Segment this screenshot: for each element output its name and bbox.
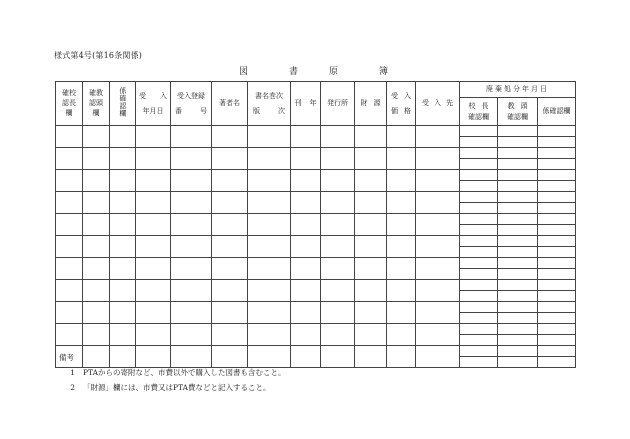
table-cell[interactable]	[355, 302, 387, 324]
disposal-cell[interactable]	[498, 148, 538, 159]
table-cell[interactable]	[56, 236, 83, 258]
disposal-cell[interactable]	[460, 225, 498, 236]
table-cell[interactable]	[56, 192, 83, 214]
table-cell[interactable]	[355, 346, 387, 368]
disposal-cell[interactable]	[538, 192, 576, 203]
table-cell[interactable]	[248, 236, 291, 258]
note-text: PTAからの寄附など、市費以外で購入した図書も含むこと。	[83, 368, 286, 377]
header-title-volume: 書名巻次 版 次	[248, 82, 291, 126]
table-cell[interactable]	[248, 258, 291, 280]
table-cell[interactable]	[291, 280, 321, 302]
table-cell[interactable]	[355, 236, 387, 258]
disposal-cell[interactable]	[538, 335, 576, 346]
table-cell[interactable]	[212, 126, 248, 148]
table-cell[interactable]	[171, 170, 212, 192]
table-cell[interactable]	[136, 302, 171, 324]
disposal-cell[interactable]	[498, 126, 538, 137]
table-cell[interactable]	[355, 148, 387, 170]
table-cell[interactable]	[291, 126, 321, 148]
table-cell[interactable]	[171, 236, 212, 258]
disposal-cell[interactable]	[460, 126, 498, 137]
table-cell[interactable]	[83, 258, 110, 280]
disposal-cell[interactable]	[460, 181, 498, 192]
header-principal-confirm: 確校 認長 欄	[56, 82, 83, 126]
table-cell[interactable]	[321, 346, 355, 368]
disposal-cell[interactable]	[460, 346, 498, 357]
table-cell[interactable]	[212, 236, 248, 258]
table-cell[interactable]	[212, 302, 248, 324]
title-char: 原	[329, 67, 339, 77]
disposal-cell[interactable]	[498, 225, 538, 236]
disposal-cell[interactable]	[498, 137, 538, 148]
table-cell[interactable]	[321, 148, 355, 170]
table-cell[interactable]	[248, 214, 291, 236]
table-cell[interactable]	[355, 192, 387, 214]
table-cell[interactable]	[136, 148, 171, 170]
note-item	[61, 365, 286, 380]
disposal-cell[interactable]	[498, 357, 538, 368]
table-cell[interactable]	[56, 258, 83, 280]
table-cell[interactable]	[291, 170, 321, 192]
table-cell[interactable]	[171, 324, 212, 346]
disposal-cell[interactable]	[538, 137, 576, 148]
disposal-cell[interactable]	[460, 170, 498, 181]
disposal-cell[interactable]	[538, 269, 576, 280]
table-cell[interactable]	[83, 280, 110, 302]
table-cell[interactable]	[212, 280, 248, 302]
table-cell[interactable]	[291, 302, 321, 324]
disposal-cell[interactable]	[538, 203, 576, 214]
table-cell[interactable]	[110, 302, 136, 324]
table-cell[interactable]	[321, 236, 355, 258]
table-row	[56, 126, 576, 137]
table-cell[interactable]	[321, 192, 355, 214]
table-cell[interactable]	[136, 214, 171, 236]
table-cell[interactable]	[416, 236, 460, 258]
disposal-cell[interactable]	[498, 280, 538, 291]
notes-heading: 備考	[59, 353, 74, 362]
table-cell[interactable]	[83, 236, 110, 258]
note-item	[61, 380, 286, 395]
table-cell[interactable]	[56, 280, 83, 302]
table-cell[interactable]	[416, 192, 460, 214]
table-cell[interactable]	[136, 236, 171, 258]
disposal-cell[interactable]	[538, 126, 576, 137]
table-cell[interactable]	[171, 280, 212, 302]
table-cell[interactable]	[56, 170, 83, 192]
table-row	[56, 302, 576, 313]
table-cell[interactable]	[83, 214, 110, 236]
table-cell[interactable]	[248, 324, 291, 346]
table-cell[interactable]	[248, 302, 291, 324]
table-cell[interactable]	[387, 214, 416, 236]
table-cell[interactable]	[110, 170, 136, 192]
table-cell[interactable]	[136, 192, 171, 214]
table-cell[interactable]	[387, 280, 416, 302]
header-disposal-principal: 校 長 確認欄	[460, 98, 498, 126]
table-cell[interactable]	[136, 170, 171, 192]
table-cell[interactable]	[291, 148, 321, 170]
note-text: 「財源」欄には、市費又はPTA費などと記入すること。	[83, 383, 271, 392]
register-body	[56, 126, 576, 368]
table-cell[interactable]	[136, 258, 171, 280]
table-cell[interactable]	[321, 258, 355, 280]
table-cell[interactable]	[56, 302, 83, 324]
disposal-cell[interactable]	[538, 214, 576, 225]
disposal-cell[interactable]	[460, 324, 498, 335]
table-cell[interactable]	[321, 280, 355, 302]
header-author: 著者名	[212, 82, 248, 126]
disposal-cell[interactable]	[460, 203, 498, 214]
table-cell[interactable]	[291, 258, 321, 280]
header-acceptance-price: 受 入 価 格	[387, 82, 416, 126]
table-cell[interactable]	[321, 214, 355, 236]
disposal-cell[interactable]	[460, 280, 498, 291]
table-cell[interactable]	[355, 324, 387, 346]
disposal-cell[interactable]	[498, 291, 538, 302]
disposal-cell[interactable]	[460, 335, 498, 346]
table-cell[interactable]	[171, 148, 212, 170]
table-cell[interactable]	[171, 214, 212, 236]
form-id: 様式第4号(第16条関係)	[54, 51, 143, 60]
disposal-cell[interactable]	[460, 159, 498, 170]
table-cell[interactable]	[110, 148, 136, 170]
disposal-cell[interactable]	[538, 291, 576, 302]
table-cell[interactable]	[355, 170, 387, 192]
table-cell[interactable]	[212, 324, 248, 346]
table-cell[interactable]	[136, 126, 171, 148]
disposal-cell[interactable]	[498, 247, 538, 258]
header-publisher: 発行所	[321, 82, 355, 126]
header-registration-number: 受入登録 番 号	[171, 82, 212, 126]
register-table	[55, 81, 576, 368]
disposal-cell[interactable]	[460, 269, 498, 280]
table-cell[interactable]	[171, 192, 212, 214]
disposal-cell[interactable]	[498, 302, 538, 313]
table-cell[interactable]	[248, 148, 291, 170]
disposal-cell[interactable]	[538, 247, 576, 258]
disposal-cell[interactable]	[460, 192, 498, 203]
table-cell[interactable]	[416, 126, 460, 148]
header-publish-year: 刊 年	[291, 82, 321, 126]
header-vice-confirm: 確教 認頭 欄	[83, 82, 110, 126]
table-cell[interactable]	[387, 236, 416, 258]
disposal-cell[interactable]	[498, 214, 538, 225]
disposal-cell[interactable]	[498, 324, 538, 335]
disposal-cell[interactable]	[498, 170, 538, 181]
disposal-cell[interactable]	[538, 313, 576, 324]
table-cell[interactable]	[291, 324, 321, 346]
table-cell[interactable]	[321, 126, 355, 148]
table-cell[interactable]	[321, 302, 355, 324]
title-char: 書	[289, 67, 299, 77]
disposal-cell[interactable]	[538, 236, 576, 247]
table-cell[interactable]	[56, 214, 83, 236]
disposal-cell[interactable]	[460, 357, 498, 368]
table-row	[56, 170, 576, 181]
disposal-cell[interactable]	[460, 302, 498, 313]
disposal-cell[interactable]	[498, 258, 538, 269]
table-cell[interactable]	[387, 346, 416, 368]
disposal-cell[interactable]	[538, 324, 576, 335]
disposal-cell[interactable]	[460, 137, 498, 148]
table-cell[interactable]	[416, 280, 460, 302]
table-cell[interactable]	[212, 170, 248, 192]
table-row	[56, 258, 576, 269]
table-cell[interactable]	[136, 280, 171, 302]
table-cell[interactable]	[416, 346, 460, 368]
table-cell[interactable]	[387, 258, 416, 280]
table-row	[56, 148, 576, 159]
disposal-cell[interactable]	[460, 247, 498, 258]
table-cell[interactable]	[355, 258, 387, 280]
table-cell[interactable]	[171, 126, 212, 148]
header-supplier: 受 入 先	[416, 82, 460, 126]
table-cell[interactable]	[291, 236, 321, 258]
table-cell[interactable]	[416, 302, 460, 324]
table-cell[interactable]	[355, 126, 387, 148]
disposal-cell[interactable]	[498, 203, 538, 214]
table-cell[interactable]	[56, 126, 83, 148]
table-cell[interactable]	[387, 302, 416, 324]
table-cell[interactable]	[387, 324, 416, 346]
table-cell[interactable]	[171, 302, 212, 324]
disposal-cell[interactable]	[538, 346, 576, 357]
table-cell[interactable]	[110, 126, 136, 148]
disposal-cell[interactable]	[460, 313, 498, 324]
header-funding-source: 財 源	[355, 82, 387, 126]
disposal-cell[interactable]	[498, 269, 538, 280]
page-title	[0, 64, 630, 76]
table-row	[56, 236, 576, 247]
disposal-cell[interactable]	[538, 258, 576, 269]
table-cell[interactable]	[321, 324, 355, 346]
disposal-cell[interactable]	[538, 357, 576, 368]
table-cell[interactable]	[416, 170, 460, 192]
table-cell[interactable]	[110, 214, 136, 236]
disposal-cell[interactable]	[538, 302, 576, 313]
table-row	[56, 214, 576, 225]
table-cell[interactable]	[83, 148, 110, 170]
disposal-cell[interactable]	[460, 148, 498, 159]
table-cell[interactable]	[83, 192, 110, 214]
table-cell[interactable]	[355, 214, 387, 236]
table-cell[interactable]	[171, 258, 212, 280]
table-cell[interactable]	[387, 192, 416, 214]
disposal-cell[interactable]	[498, 335, 538, 346]
table-cell[interactable]	[83, 324, 110, 346]
disposal-cell[interactable]	[498, 192, 538, 203]
table-cell[interactable]	[321, 170, 355, 192]
table-cell[interactable]	[83, 126, 110, 148]
disposal-cell[interactable]	[538, 181, 576, 192]
disposal-cell[interactable]	[538, 170, 576, 181]
header-disposal-date: 廃棄処分年月日	[460, 82, 576, 98]
table-cell[interactable]	[387, 126, 416, 148]
table-cell[interactable]	[110, 324, 136, 346]
disposal-cell[interactable]	[498, 313, 538, 324]
table-cell[interactable]	[355, 280, 387, 302]
disposal-cell[interactable]	[460, 236, 498, 247]
disposal-cell[interactable]	[498, 236, 538, 247]
table-cell[interactable]	[83, 302, 110, 324]
header-staff-confirm: 係確認欄	[110, 82, 136, 126]
table-cell[interactable]	[387, 148, 416, 170]
table-cell[interactable]	[248, 192, 291, 214]
header-acceptance-date: 受 入 年月日	[136, 82, 171, 126]
table-cell[interactable]	[110, 258, 136, 280]
disposal-cell[interactable]	[538, 159, 576, 170]
disposal-cell[interactable]	[498, 346, 538, 357]
table-cell[interactable]	[248, 280, 291, 302]
disposal-cell[interactable]	[460, 258, 498, 269]
table-cell[interactable]	[110, 192, 136, 214]
disposal-cell[interactable]	[498, 181, 538, 192]
table-row	[56, 324, 576, 335]
table-cell[interactable]	[416, 148, 460, 170]
note-number: 1	[70, 368, 75, 377]
table-cell[interactable]	[248, 170, 291, 192]
disposal-cell[interactable]	[460, 214, 498, 225]
disposal-cell[interactable]	[538, 148, 576, 159]
table-row	[56, 192, 576, 203]
note-number: 2	[70, 383, 75, 392]
table-cell[interactable]	[291, 346, 321, 368]
header-disposal-staff: 係確認欄	[538, 98, 576, 126]
table-cell[interactable]	[56, 324, 83, 346]
notes	[61, 350, 286, 395]
table-cell[interactable]	[56, 148, 83, 170]
title-char: 簿	[379, 67, 389, 77]
disposal-cell[interactable]	[538, 225, 576, 236]
table-cell[interactable]	[248, 126, 291, 148]
table-row	[56, 280, 576, 291]
table-cell[interactable]	[212, 192, 248, 214]
table-cell[interactable]	[416, 214, 460, 236]
disposal-cell[interactable]	[538, 280, 576, 291]
disposal-cell[interactable]	[460, 291, 498, 302]
table-cell[interactable]	[110, 280, 136, 302]
table-cell[interactable]	[212, 214, 248, 236]
table-cell[interactable]	[212, 148, 248, 170]
table-cell[interactable]	[291, 214, 321, 236]
title-char: 図	[239, 67, 249, 77]
table-cell[interactable]	[83, 170, 110, 192]
table-cell[interactable]	[110, 236, 136, 258]
table-cell[interactable]	[416, 324, 460, 346]
table-cell[interactable]	[212, 258, 248, 280]
header-disposal-vice: 教 頭 確認欄	[498, 98, 538, 126]
table-cell[interactable]	[136, 324, 171, 346]
table-cell[interactable]	[416, 258, 460, 280]
table-cell[interactable]	[387, 170, 416, 192]
table-cell[interactable]	[291, 192, 321, 214]
disposal-cell[interactable]	[498, 159, 538, 170]
